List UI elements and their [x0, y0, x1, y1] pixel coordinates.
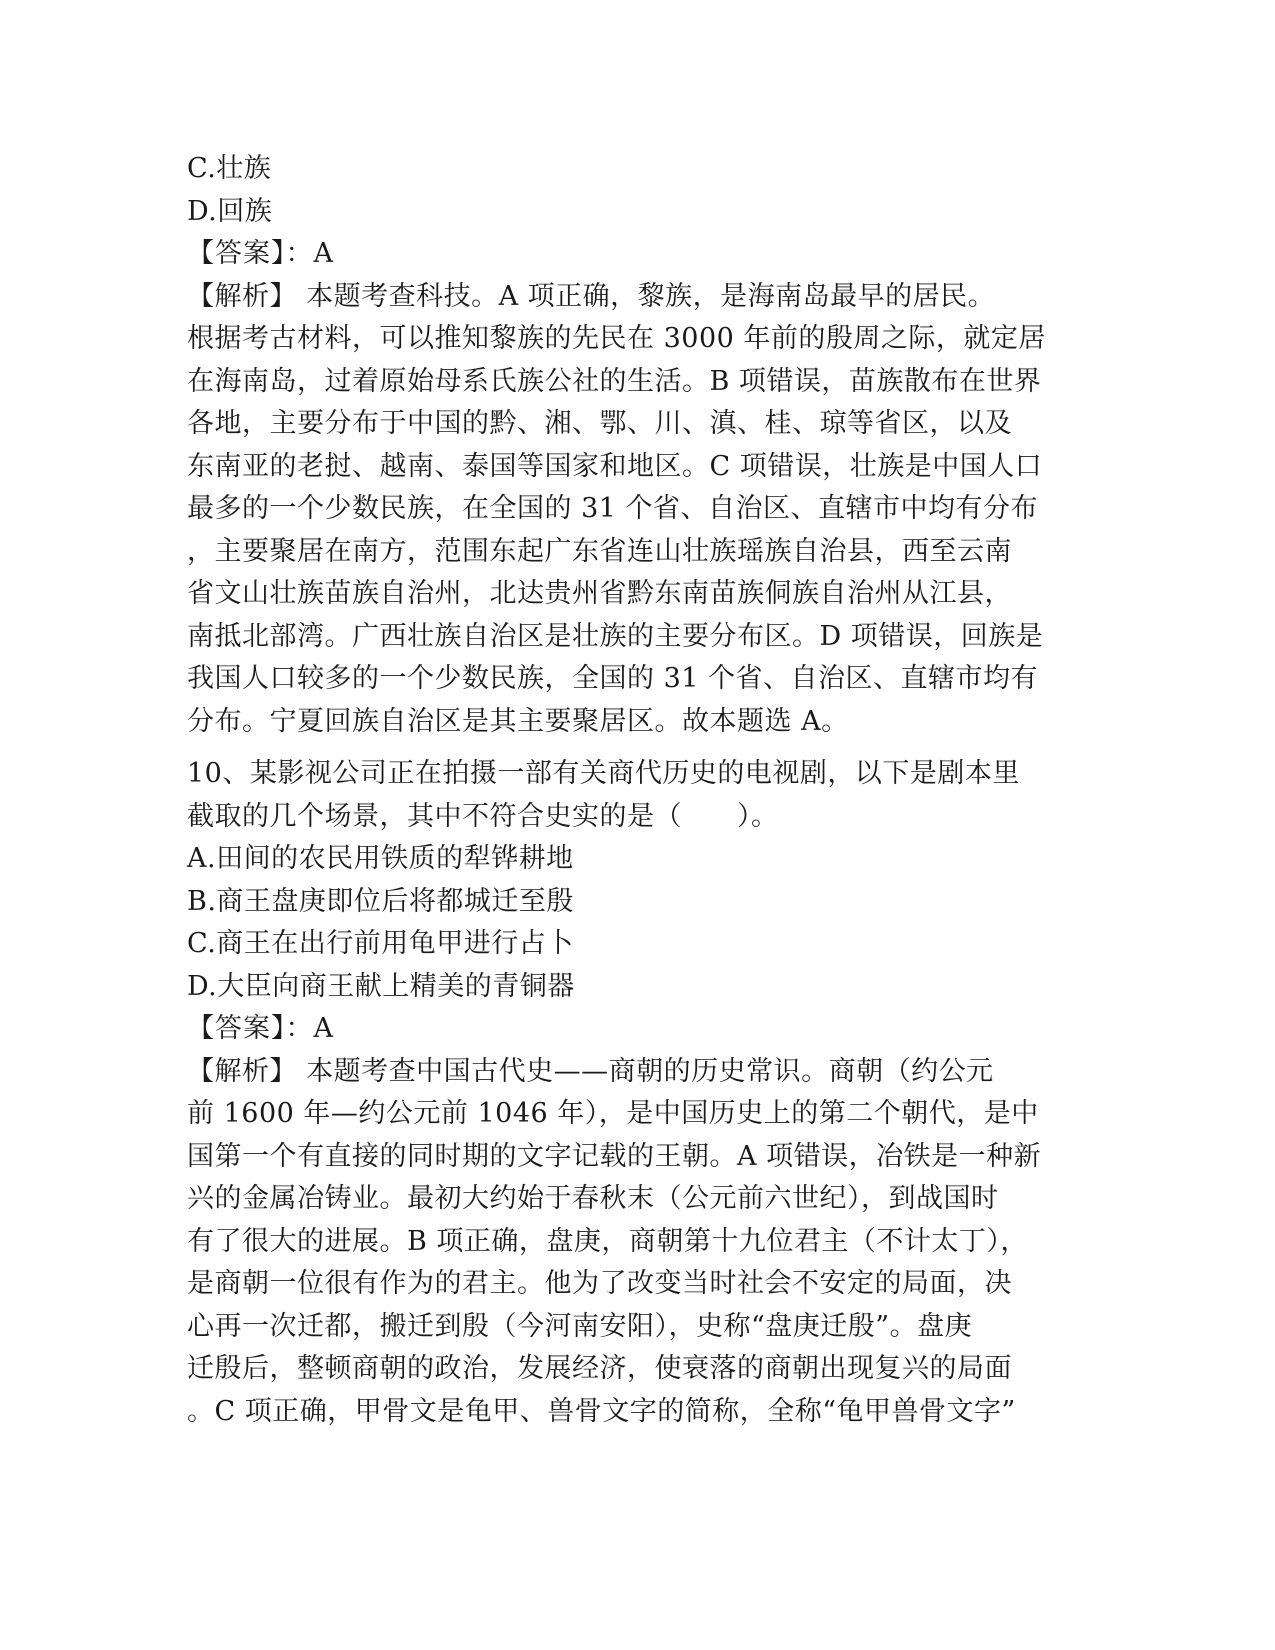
analysis-line: ，主要聚居在南方，范围东起广东省连山壮族瑶族自治县，西至云南 — [187, 535, 1012, 567]
analysis-line: 省文山壮族苗族自治州，北达贵州省黔东南苗族侗族自治州从江县， — [187, 578, 1012, 609]
analysis-paragraph — [187, 1051, 1087, 1434]
analysis-line: 最多的一个少数民族，在全国的 31 个省、自治区、直辖市中均有分布 — [187, 493, 1039, 524]
analysis-line: 前 1600 年—约公元前 1046 年），是中国历史上的第二个朝代，是中 — [187, 1098, 1039, 1129]
analysis-line: 兴的金属冶铸业。最初大约始于春秋末（公元前六世纪），到战国时 — [187, 1183, 999, 1214]
question-10-block — [187, 753, 1087, 1433]
analysis-line: 是商朝一位很有作为的君主。他为了改变当时社会不安定的局面，决 — [187, 1268, 1012, 1299]
analysis-line: 【解析】 本题考查科技。A 项正确，黎族，是海南岛最早的居民。 — [187, 280, 996, 312]
document-page — [187, 148, 1087, 1433]
option-d: D.回族 — [187, 195, 273, 227]
analysis-paragraph — [187, 276, 1087, 744]
analysis-line: 。C 项正确，甲骨文是龟甲、兽骨文字的简称，全称“龟甲兽骨文字” — [187, 1395, 1016, 1427]
option-b: B.商王盘庚即位后将都城迁至殷 — [187, 885, 574, 917]
analysis-line: 国第一个有直接的同时期的文字记载的王朝。A 项错误，冶铁是一种新 — [187, 1140, 1042, 1172]
question-9-block — [187, 148, 1087, 743]
question-stem-line: 截取的几个场景，其中不符合史实的是（ ）。 — [187, 800, 779, 832]
analysis-line: 有了很大的进展。B 项正确，盘庚，商朝第十九位君主（不计太丁）， — [187, 1225, 1028, 1257]
analysis-line: 根据考古材料，可以推知黎族的先民在 3000 年前的殷周之际，就定居 — [187, 323, 1046, 354]
analysis-line: 分布。宁夏回族自治区是其主要聚居区。故本题选 A。 — [187, 705, 849, 737]
option-c: C.壮族 — [187, 153, 272, 184]
analysis-line: 我国人口较多的一个少数民族，全国的 31 个省、自治区、直辖市均有 — [187, 663, 1039, 694]
analysis-line: 在海南岛，过着原始母系氏族公社的生活。B 项错误，苗族散布在世界 — [187, 365, 1042, 397]
option-a: A.田间的农民用铁质的犁铧耕地 — [187, 843, 574, 874]
analysis-line: 心再一次迁都，搬迁到殷（今河南安阳），史称“盘庚迁殷”。盘庚 — [187, 1310, 973, 1342]
answer-line: 【答案】：A — [187, 1013, 334, 1044]
option-c: C.商王在出行前用龟甲进行占卜 — [187, 928, 574, 959]
analysis-line: 东南亚的老挝、越南、泰国等国家和地区。C 项错误，壮族是中国人口 — [187, 450, 1043, 482]
answer-line: 【答案】：A — [187, 238, 334, 269]
option-d: D.大臣向商王献上精美的青铜器 — [187, 970, 575, 1002]
question-stem-line: 10、某影视公司正在拍摄一部有关商代历史的电视剧，以下是剧本里 — [187, 758, 1020, 789]
analysis-line: 迁殷后，整顿商朝的政治，发展经济，使衰落的商朝出现复兴的局面 — [187, 1353, 1012, 1384]
analysis-line: 【解析】 本题考查中国古代史——商朝的历史常识。商朝（约公元 — [187, 1055, 994, 1087]
analysis-line: 各地，主要分布于中国的黔、湘、鄂、川、滇、桂、琼等省区，以及 — [187, 408, 1012, 439]
analysis-line: 南抵北部湾。广西壮族自治区是壮族的主要分布区。D 项错误，回族是 — [187, 620, 1044, 652]
